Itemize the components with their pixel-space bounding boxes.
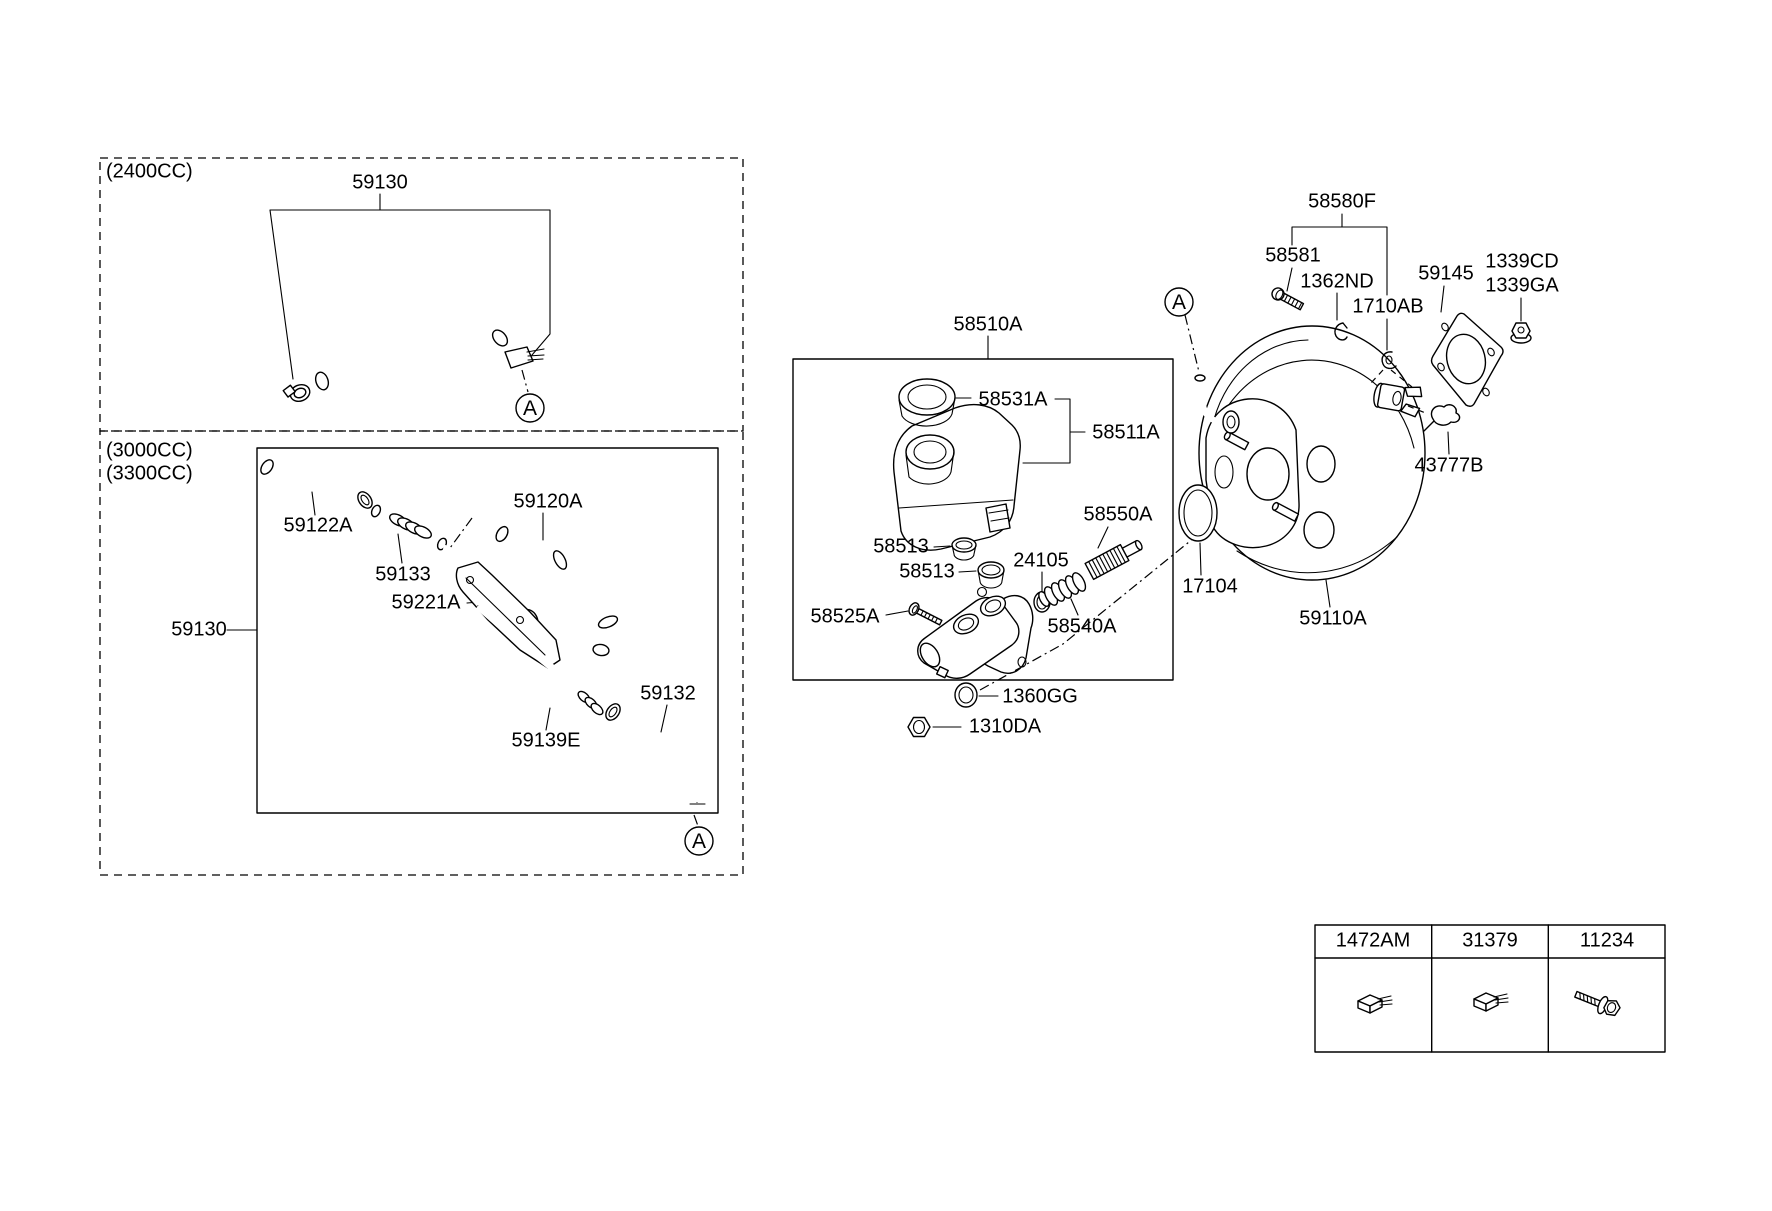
part-label-59110A: 59110A [1299,607,1367,630]
part-label-1310DA: 1310DA [968,715,1042,738]
hose-59130-2400-drawing [270,194,550,406]
part-label-58525A: 58525A [810,605,880,628]
part-label-58580F: 58580F [1308,190,1376,213]
engine-label-3300cc: (3300CC) [106,462,193,485]
part-label-17104: 17104 [1182,575,1238,598]
variant-2400-box [100,158,743,431]
hose-clamp-icon [282,379,312,406]
hose-59130-3000-drawing [227,456,705,826]
callout-a-3000: A [691,830,707,853]
part-label-59122A: 59122A [283,514,353,537]
callout-a-2400: A [522,397,538,420]
bolt-11234-icon [1573,986,1622,1020]
part-label-59130-3000: 59130 [171,618,227,641]
part-label-58513-upper: 58513 [873,535,929,558]
part-label-58581: 58581 [1265,244,1321,267]
clamp-1472AM-icon [1358,995,1392,1013]
part-label-58550A: 58550A [1083,503,1153,526]
engine-label-3000cc: (3000CC) [106,439,193,462]
clamp-31379-icon [1474,993,1508,1011]
part-label-59132: 59132 [640,682,696,705]
part-label-58531A: 58531A [978,388,1048,411]
table-header-1472AM: 1472AM [1335,929,1411,952]
part-label-24105: 24105 [1013,549,1069,572]
part-label-1710AB: 1710AB [1352,295,1424,318]
part-label-59133: 59133 [375,563,431,586]
part-label-59130-2400: 59130 [352,171,408,194]
part-label-59145: 59145 [1418,262,1474,285]
engine-label-2400cc: (2400CC) [106,160,193,183]
bleed-screw-icon [907,601,944,628]
part-label-1339CD: 1339CD [1485,250,1559,273]
callout-a-booster: A [1171,291,1187,314]
part-label-58511A: 58511A [1092,421,1160,444]
part-label-1360GG: 1360GG [1002,685,1078,708]
part-label-59139E: 59139E [511,729,581,752]
booster-drawing [1179,315,1425,607]
part-label-58510A: 58510A [953,313,1023,336]
table-header-11234: 11234 [1579,929,1635,952]
part-label-58540A: 58540A [1047,615,1117,638]
part-label-58513-lower: 58513 [899,560,955,583]
part-label-1362ND: 1362ND [1300,270,1374,293]
part-label-1339GA: 1339GA [1485,274,1559,297]
piston-icon [1085,536,1145,579]
table-header-31379: 31379 [1462,929,1518,952]
part-label-59120A: 59120A [513,490,583,513]
part-label-43777B: 43777B [1414,454,1484,477]
hose-connector-icon [505,347,544,368]
variant-3000-3300-box [100,431,743,875]
part-label-59221A: 59221A [391,591,461,614]
